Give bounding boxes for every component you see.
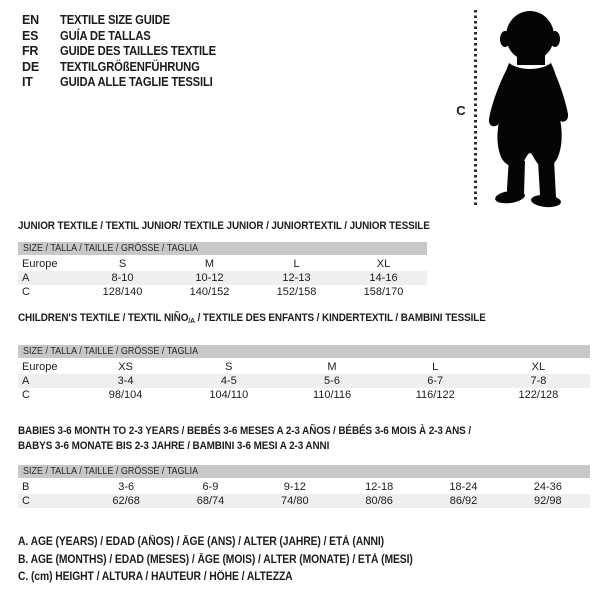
value-cell: 3-6 bbox=[118, 481, 135, 493]
language-row bbox=[22, 44, 233, 60]
row-label: Europe bbox=[22, 258, 58, 270]
value-cell: 14-16 bbox=[369, 272, 398, 284]
babies-size-table bbox=[18, 465, 590, 508]
language-title: GUIDA ALLE TAGLIE TESSILI bbox=[60, 75, 213, 90]
value-cell: 116/122 bbox=[415, 389, 455, 401]
legend-line-c: C. (cm) HEIGHT / ALTURA / HAUTEUR / HÖHE / ALTEZZA bbox=[18, 571, 293, 583]
value-cell: 140/152 bbox=[189, 286, 230, 298]
language-code: FR bbox=[22, 44, 39, 59]
language-title: GUIDE DES TAILLES TEXTILE bbox=[60, 44, 216, 59]
language-row bbox=[22, 29, 233, 45]
legend-line-a: A. AGE (YEARS) / EDAD (AÑOS) / ÂGE (ANS) / ALTER (JAHRE) / ETÀ (ANNI) bbox=[18, 536, 385, 548]
value-cell: 6-9 bbox=[202, 481, 219, 493]
value-cell: 10-12 bbox=[195, 272, 224, 284]
value-cell: 104/110 bbox=[209, 389, 249, 401]
value-cell: 68/74 bbox=[196, 495, 225, 507]
row-label: B bbox=[22, 481, 30, 493]
junior-size-table bbox=[18, 242, 427, 299]
value-cell: 80/86 bbox=[365, 495, 393, 507]
title-main: CHILDREN'S TEXTILE / TEXTIL NIÑO bbox=[18, 312, 189, 324]
size-cell: M bbox=[327, 361, 337, 373]
row-label: C bbox=[22, 389, 30, 401]
value-cell: 122/128 bbox=[518, 389, 559, 401]
language-code: ES bbox=[22, 28, 39, 43]
section-title-children bbox=[18, 311, 538, 328]
row-label: C bbox=[22, 495, 30, 507]
row-label: C bbox=[22, 286, 30, 298]
row-europe bbox=[18, 360, 590, 374]
size-header-text: SIZE / TALLA / TAILLE / GRÖSSE / TAGLIA bbox=[23, 243, 199, 254]
language-code: DE bbox=[22, 59, 39, 74]
value-cell: 158/170 bbox=[363, 286, 404, 298]
size-cell: XL bbox=[376, 258, 391, 270]
size-cell: XL bbox=[531, 361, 546, 373]
value-cell: 152/158 bbox=[276, 286, 317, 298]
value-cell: 3-4 bbox=[117, 375, 134, 387]
value-cell: 128/140 bbox=[102, 286, 143, 298]
size-header-text: SIZE / TALLA / TAILLE / GRÖSSE / TAGLIA bbox=[23, 466, 199, 477]
language-title: TEXTILE SIZE GUIDE bbox=[60, 13, 170, 27]
size-cell: XS bbox=[118, 361, 133, 373]
section-title-text: JUNIOR TEXTILE / TEXTIL JUNIOR/ TEXTILE JUNIOR / JUNIORTEXTIL / JUNIOR TESSILE bbox=[18, 220, 430, 232]
row-europe bbox=[18, 257, 427, 271]
language-code: IT bbox=[22, 75, 33, 90]
size-cell: S bbox=[118, 258, 127, 270]
value-cell: 12-18 bbox=[365, 481, 394, 493]
row-height-c bbox=[18, 494, 590, 508]
row-age-b bbox=[18, 480, 590, 494]
size-header-bar bbox=[18, 465, 590, 478]
legend bbox=[18, 534, 457, 587]
value-cell: 86/92 bbox=[449, 495, 478, 507]
height-marker-label: C bbox=[456, 103, 466, 118]
row-age-a bbox=[18, 271, 427, 285]
value-cell: 98/104 bbox=[108, 389, 143, 401]
section-title-text bbox=[18, 311, 486, 328]
value-cell: 92/98 bbox=[534, 495, 562, 507]
height-dotted-line bbox=[474, 10, 477, 207]
language-title: TEXTILGRÖßENFÜHRUNG bbox=[60, 59, 200, 74]
value-cell: 110/116 bbox=[312, 389, 352, 401]
size-header-bar bbox=[18, 345, 590, 358]
language-code: EN bbox=[22, 13, 39, 27]
language-row bbox=[22, 75, 233, 91]
size-cell: S bbox=[225, 361, 233, 373]
row-height-c bbox=[18, 285, 427, 299]
value-cell: 62/68 bbox=[112, 495, 140, 507]
value-cell: 9-12 bbox=[283, 481, 306, 493]
value-cell: 24-36 bbox=[533, 481, 562, 493]
children-size-table bbox=[18, 345, 590, 402]
legend-line-b: B. AGE (MONTHS) / EDAD (MESES) / ÂGE (MOIS) / ALTER (MONATE) / ETÀ (MESI) bbox=[18, 553, 413, 566]
value-cell: 12-13 bbox=[282, 272, 311, 284]
title-rest: / TEXTILE DES ENFANTS / KINDERTEXTIL / BAMBINI TESSILE bbox=[194, 312, 486, 324]
language-title: GUÍA DE TALLAS bbox=[60, 28, 151, 43]
size-cell: M bbox=[204, 258, 215, 270]
size-cell: L bbox=[432, 361, 439, 373]
value-cell: 18-24 bbox=[449, 481, 478, 493]
row-height-c bbox=[18, 388, 590, 402]
section-title-babies bbox=[18, 424, 521, 454]
value-cell: 6-7 bbox=[427, 375, 444, 387]
row-age-a bbox=[18, 374, 590, 388]
section-title-line1: BABIES 3-6 MONTH TO 2-3 YEARS / BEBÉS 3-6 MESES A 2-3 AÑOS / BÉBÉS 3-6 MOIS À 2-3 ANS / bbox=[18, 425, 471, 437]
value-cell: 74/80 bbox=[281, 495, 309, 507]
section-title-junior bbox=[18, 219, 476, 234]
title-subscript: /A bbox=[188, 316, 195, 325]
row-label: A bbox=[22, 375, 30, 387]
row-label: A bbox=[22, 272, 30, 284]
row-label: Europe bbox=[22, 361, 58, 373]
language-title-list bbox=[22, 13, 233, 91]
value-cell: 4-5 bbox=[220, 375, 237, 387]
language-row bbox=[22, 60, 233, 76]
size-header-text: SIZE / TALLA / TAILLE / GRÖSSE / TAGLIA bbox=[23, 346, 199, 357]
size-cell: L bbox=[293, 258, 300, 270]
size-header-bar bbox=[18, 242, 427, 255]
section-title-line2: BABYS 3-6 MONATE BIS 2-3 JAHRE / BAMBINI 3-6 MESI A 2-3 ANNI bbox=[18, 440, 330, 452]
value-cell: 8-10 bbox=[111, 272, 134, 284]
value-cell: 5-6 bbox=[324, 375, 340, 387]
language-row bbox=[22, 13, 233, 29]
baby-silhouette-icon bbox=[483, 9, 573, 209]
value-cell: 7-8 bbox=[530, 375, 547, 387]
